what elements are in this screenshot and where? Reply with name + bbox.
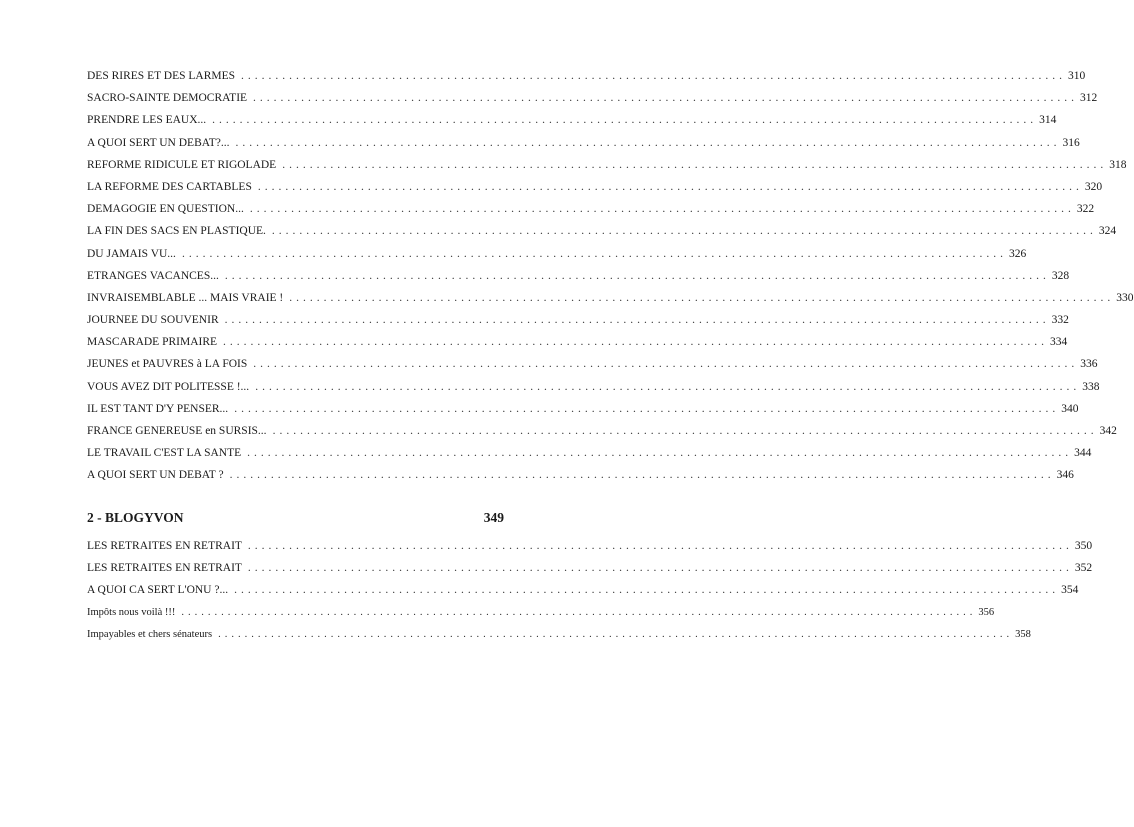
toc-entry-title: LE TRAVAIL C'EST LA SANTE — [87, 447, 242, 460]
toc-entry-page-number: 356 — [978, 606, 995, 618]
toc-entry-title: IL EST TANT D'Y PENSER... — [87, 402, 229, 415]
toc-entry-page-number: 342 — [1099, 425, 1117, 437]
dot-leader: ........................................................................................................................ — [257, 180, 1083, 193]
toc-entry-title: DU JAMAIS VU... — [87, 247, 176, 260]
dot-leader: ........................................................................................................................ — [272, 425, 1098, 437]
toc-entry-page-number: 334 — [1050, 336, 1068, 349]
toc-entry-page-number: 314 — [1039, 114, 1057, 127]
toc-entry — [87, 247, 1027, 270]
dot-leader: ........................................................................................................................ — [223, 336, 1049, 349]
section-heading — [87, 510, 504, 526]
toc-entry-page-number: 338 — [1082, 380, 1100, 393]
toc-entry — [87, 180, 1103, 203]
toc-entry-page-number: 358 — [1015, 628, 1031, 640]
toc-entry — [87, 225, 1117, 247]
toc-list-part-1 — [87, 70, 1134, 492]
dot-leader: ........................................................................................................................ — [224, 314, 1050, 327]
toc-entry — [87, 447, 1092, 469]
toc-entry-page-number: 312 — [1080, 92, 1098, 105]
dot-leader: ........................................................................................................................ — [212, 114, 1038, 127]
toc-entry — [87, 70, 1086, 92]
toc-entry-page-number: 346 — [1056, 469, 1074, 482]
toc-entry-title: JEUNES et PAUVRES à LA FOIS — [87, 358, 248, 371]
dot-leader: ........................................................................................................................ — [247, 447, 1073, 460]
toc-entry — [87, 291, 1134, 314]
section-title: 2 - BLOGYVON — [87, 510, 184, 525]
toc-entry — [87, 402, 1079, 425]
toc-entry-title: JOURNEE DU SOUVENIR — [87, 314, 219, 327]
toc-entry-title: LES RETRAITES EN RETRAIT — [87, 540, 242, 552]
toc-entry-title: ETRANGES VACANCES... — [87, 269, 219, 282]
toc-entry-title: LA REFORME DES CARTABLES — [87, 180, 252, 193]
toc-entry-title: REFORME RIDICULE ET RIGOLADE — [87, 158, 277, 171]
toc-entry-title: Impayables et chers sénateurs — [87, 628, 213, 640]
toc-entry-page-number: 322 — [1076, 203, 1095, 216]
toc-entry — [87, 540, 1093, 562]
toc-entry-page-number: 324 — [1098, 225, 1117, 238]
toc-entry-title: PRENDRE LES EAUX... — [87, 114, 207, 127]
toc-entry — [87, 584, 1079, 606]
dot-leader: ........................................................................................................................ — [218, 628, 1014, 640]
toc-entry — [87, 269, 1070, 292]
toc-entry-page-number: 354 — [1061, 584, 1079, 597]
dot-leader: ........................................................................................................................ — [253, 358, 1079, 371]
toc-entry-page-number: 344 — [1074, 447, 1092, 460]
toc-entry-title: MASCARADE PRIMAIRE — [87, 336, 218, 349]
toc-entry-page-number: 326 — [1008, 247, 1027, 260]
toc-entry — [87, 628, 1031, 651]
section-page-number: 349 — [483, 510, 504, 525]
toc-entry-title: A QUOI CA SERT L'ONU ?... — [87, 584, 229, 597]
toc-entry-title: VOUS AVEZ DIT POLITESSE !... — [87, 380, 250, 393]
toc-entry — [87, 114, 1057, 136]
toc-entry-page-number: 350 — [1074, 540, 1093, 552]
dot-leader: ........................................................................................................................ — [234, 402, 1060, 415]
toc-entry-title: DES RIRES ET DES LARMES — [87, 70, 236, 82]
toc-entry — [87, 380, 1100, 403]
dot-leader: ........................................................................................................................ — [255, 380, 1081, 393]
toc-entry — [87, 92, 1098, 114]
toc-entry-page-number: 318 — [1109, 158, 1127, 171]
toc-entry — [87, 562, 1093, 584]
toc-entry — [87, 314, 1069, 336]
toc-entry-page-number: 340 — [1061, 402, 1079, 415]
toc-entry-title: LA FIN DES SACS EN PLASTIQUE. — [87, 225, 266, 238]
toc-entry — [87, 136, 1080, 159]
toc-entry-title: INVRAISEMBLABLE ... MAIS VRAIE ! — [87, 291, 284, 304]
toc-entry — [87, 469, 1074, 491]
dot-leader: ........................................................................................................................ — [181, 606, 977, 618]
dot-leader: ........................................................................................................................ — [271, 225, 1097, 238]
dot-leader: ........................................................................................................................ — [224, 269, 1050, 282]
toc-entry — [87, 425, 1117, 447]
toc-entry — [87, 606, 995, 629]
toc-entry-page-number: 316 — [1062, 136, 1080, 149]
dot-leader: ........................................................................................................................ — [249, 203, 1075, 216]
toc-entry-title: A QUOI SERT UN DEBAT ? — [87, 469, 224, 482]
dot-leader: ........................................................................................................................ — [247, 540, 1073, 552]
dot-leader: ........................................................................................................................ — [181, 247, 1007, 260]
dot-leader: ........................................................................................................................ — [253, 92, 1079, 105]
dot-leader: ........................................................................................................................ — [241, 70, 1067, 82]
toc-entry-page-number: 332 — [1051, 314, 1069, 327]
toc-entry — [87, 336, 1068, 358]
dot-leader: ........................................................................................................................ — [234, 584, 1060, 597]
dot-leader: ........................................................................................................................ — [289, 291, 1115, 304]
dot-leader: ........................................................................................................................ — [282, 158, 1108, 171]
dot-leader: ........................................................................................................................ — [247, 562, 1073, 575]
toc-entry-title: LES RETRAITES EN RETRAIT — [87, 562, 242, 575]
dot-leader: ........................................................................................................................ — [229, 469, 1055, 482]
toc-entry-title: FRANCE GENEREUSE en SURSIS... — [87, 425, 267, 437]
toc-entry-title: A QUOI SERT UN DEBAT?... — [87, 136, 230, 149]
toc-entry-page-number: 328 — [1051, 269, 1070, 282]
toc-entry-page-number: 330 — [1116, 291, 1134, 304]
toc-entry — [87, 203, 1095, 225]
toc-entry-page-number: 320 — [1084, 180, 1103, 193]
toc-entry-page-number: 336 — [1080, 358, 1098, 371]
dot-leader: ........................................................................................................................ — [235, 136, 1061, 149]
toc-list-part-2 — [87, 540, 1093, 651]
toc-entry-page-number: 310 — [1068, 70, 1086, 82]
toc-entry — [87, 358, 1098, 380]
toc-entry-page-number: 352 — [1074, 562, 1093, 575]
toc-entry-title: SACRO-SAINTE DEMOCRATIE — [87, 92, 248, 105]
toc-entry-title: DEMAGOGIE EN QUESTION... — [87, 203, 244, 216]
toc-entry — [87, 158, 1127, 181]
toc-entry-title: Impôts nous voilà !!! — [87, 606, 176, 618]
